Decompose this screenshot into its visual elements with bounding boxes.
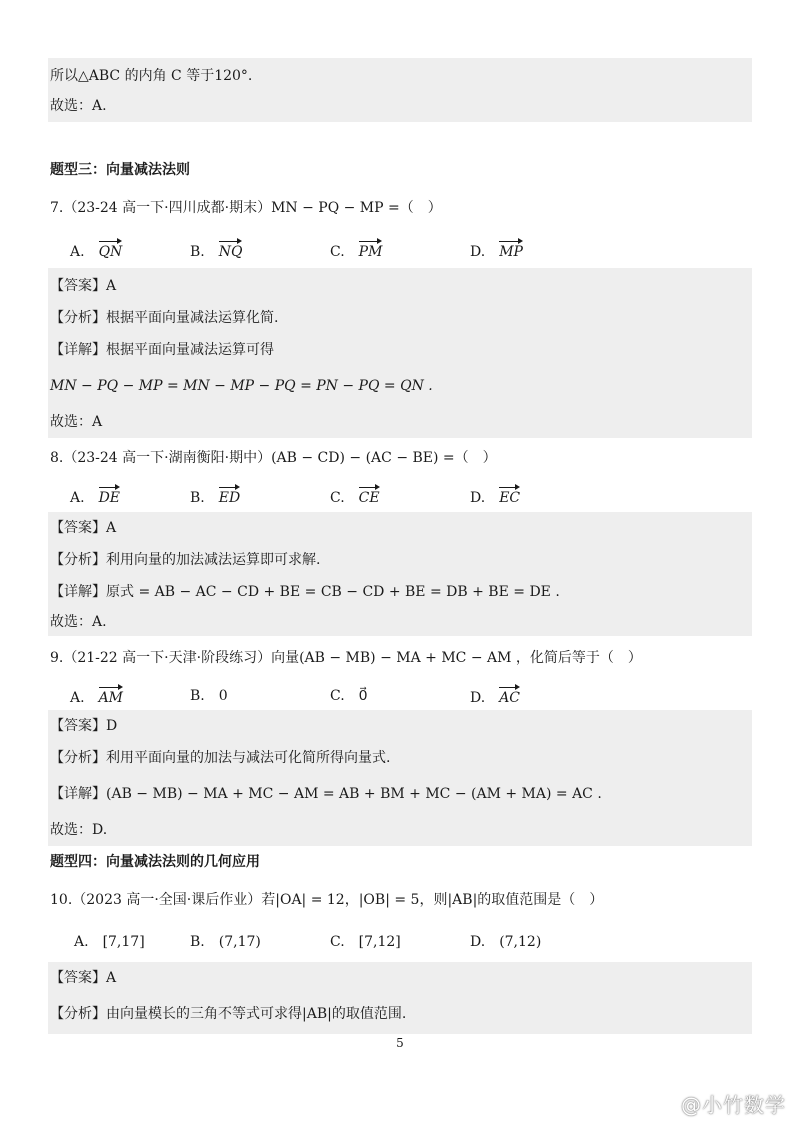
option-value: AM — [99, 686, 123, 708]
detail-line: 【详解】(AB − MB) − MA + MC − AM = AB + BM + MC − (AM + MA) = AC . — [50, 786, 602, 802]
q9-option-d — [470, 686, 520, 708]
q9-option-b — [190, 686, 228, 706]
option-key: A. — [70, 490, 85, 506]
formula-line: MN − PQ − MP = MN − MP − PQ = PN − PQ = QN . — [50, 378, 433, 394]
analysis-line: 【分析】利用向量的加法减法运算即可求解. — [50, 552, 321, 568]
option-value: DE — [99, 486, 120, 508]
q9-option-a — [70, 686, 123, 708]
q7-option-c — [330, 240, 382, 262]
option-value: CE — [359, 486, 380, 508]
question-10-stem: 10.（2023 高一·全国·课后作业）若|OA| = 12，|OB| = 5，则|AB|的取值范围是（ ） — [50, 892, 604, 908]
q7-option-b — [190, 240, 242, 262]
page-number: 5 — [396, 1036, 404, 1050]
option-key: B. — [190, 934, 205, 950]
option-key: C. — [330, 244, 345, 260]
option-value: AC — [499, 686, 520, 708]
analysis-line: 【分析】根据平面向量减法运算化简. — [50, 310, 279, 326]
option-value: 0 — [218, 688, 228, 704]
answer-line: 【答案】A — [50, 970, 117, 986]
answer-line: 【答案】A — [50, 520, 117, 536]
q10-option-a — [74, 932, 145, 952]
option-key: B. — [190, 244, 205, 260]
option-value: QN — [99, 240, 123, 262]
q8-option-b — [190, 486, 240, 508]
option-key: B. — [190, 490, 205, 506]
option-key: D. — [470, 934, 486, 950]
option-value: PM — [359, 240, 383, 262]
choose-line: 故选：A. — [50, 98, 107, 114]
solution-line: 所以△ABC 的内角 C 等于120°. — [50, 68, 253, 84]
option-value: [7,17] — [102, 934, 145, 950]
choose-line: 故选：D. — [50, 822, 108, 838]
option-key: D. — [470, 490, 486, 506]
q9-option-c — [330, 686, 368, 706]
option-value: ED — [219, 486, 240, 508]
q10-option-c — [330, 932, 401, 952]
option-key: A. — [70, 690, 85, 706]
option-value: [7,12] — [358, 934, 401, 950]
q8-option-c — [330, 486, 380, 508]
answer-line: 【答案】D — [50, 718, 118, 734]
option-key: D. — [470, 244, 486, 260]
option-key: A. — [74, 934, 89, 950]
choose-line: 故选：A — [50, 414, 103, 430]
option-value: 0⃗ — [358, 688, 368, 704]
choose-line: 故选：A. — [50, 614, 107, 630]
analysis-line: 【分析】由向量模长的三角不等式可求得|AB|的取值范围. — [50, 1006, 407, 1022]
question-7-stem: 7.（23-24 高一下·四川成都·期末）MN − PQ − MP =（ ） — [50, 200, 442, 216]
option-key: C. — [330, 688, 345, 704]
option-value: EC — [499, 486, 520, 508]
option-value: (7,17) — [218, 934, 261, 950]
q8-option-d — [470, 486, 520, 508]
q7-option-a — [70, 240, 122, 262]
option-key: C. — [330, 934, 345, 950]
q10-option-d — [470, 932, 541, 952]
section-heading: 题型四：向量减法法则的几何应用 — [50, 854, 260, 870]
q7-option-d — [470, 240, 523, 262]
analysis-line: 【分析】利用平面向量的加法与减法可化简所得向量式. — [50, 750, 391, 766]
option-key: C. — [330, 490, 345, 506]
answer-line: 【答案】A — [50, 278, 117, 294]
question-9-stem: 9.（21-22 高一下·天津·阶段练习）向量(AB − MB) − MA + MC − AM ，化简后等于（ ） — [50, 650, 642, 666]
detail-line: 【详解】根据平面向量减法运算可得 — [50, 342, 274, 358]
q8-option-a — [70, 486, 120, 508]
q10-option-b — [190, 932, 261, 952]
option-key: B. — [190, 688, 205, 704]
section-heading: 题型三：向量减法法则 — [50, 162, 190, 178]
solution-box-q9 — [48, 710, 752, 846]
option-value: MP — [499, 240, 523, 262]
option-value: NQ — [219, 240, 243, 262]
watermark: @小竹数学 — [681, 1093, 786, 1117]
detail-line: 【详解】原式 = AB − AC − CD + BE = CB − CD + BE = DB + BE = DE . — [50, 584, 560, 600]
option-value: (7,12) — [499, 934, 542, 950]
option-key: D. — [470, 690, 486, 706]
solution-box-q8 — [48, 512, 752, 636]
question-8-stem: 8.（23-24 高一下·湖南衡阳·期中）(AB − CD) − (AC − BE) =（ ） — [50, 450, 497, 466]
option-key: A. — [70, 244, 85, 260]
